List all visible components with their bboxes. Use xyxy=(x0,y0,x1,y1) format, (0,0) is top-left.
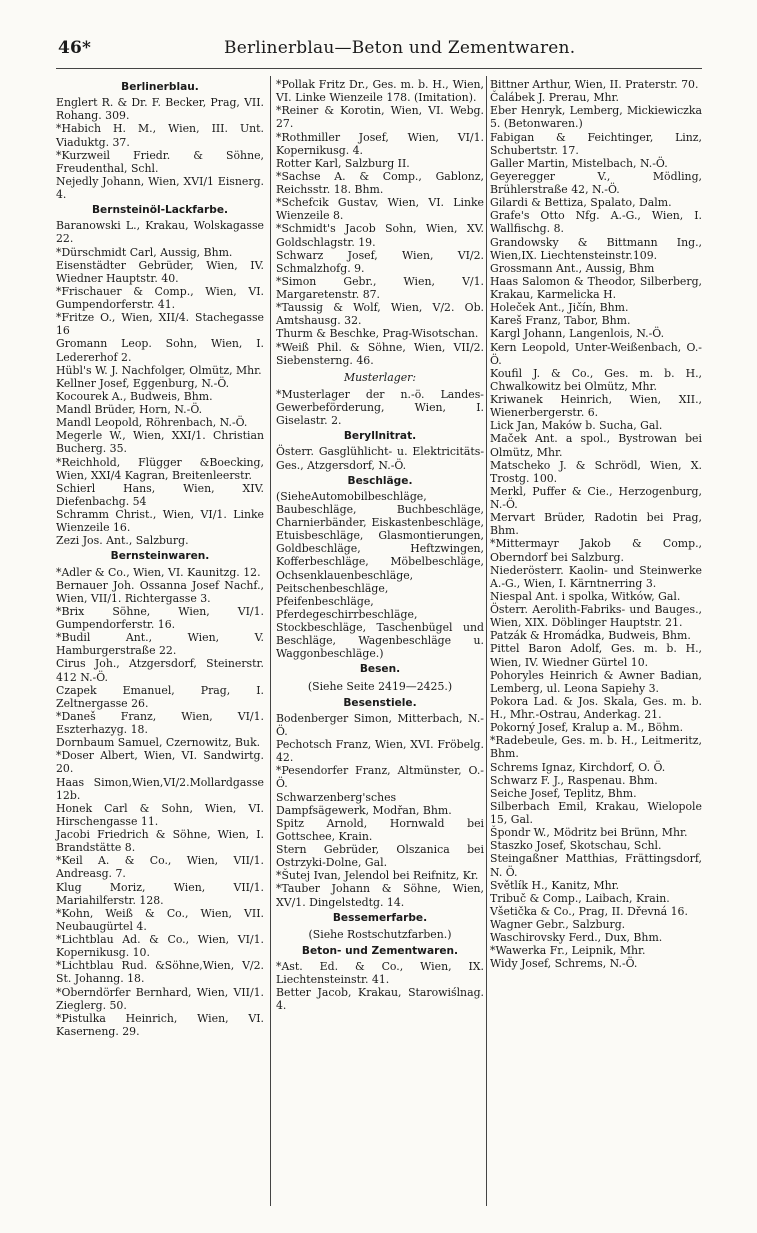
directory-entry: Dornbaum Samuel, Czernowitz, Buk. xyxy=(56,736,261,750)
directory-entry: *Wawerka Fr., Leipnik, Mhr. xyxy=(490,944,646,958)
directory-entry: Megerle W., Wien, XXI/1. Christian Bucherg. 35. xyxy=(56,429,264,456)
directory-entry: Schwarzenberg'sches Dampfsägewerk, Modřan, Bhm. xyxy=(276,790,452,817)
directory-entry: Seiche Josef, Teplitz, Bhm. xyxy=(490,786,637,800)
directory-entry: Englert R. & Dr. F. Becker, Prag, VII. Rohang. 309. xyxy=(56,96,264,123)
directory-entry: *Habich H. M., Wien, III. Unt. Viaduktg. 37. xyxy=(56,122,264,149)
directory-entry: Tribuč & Comp., Laibach, Krain. xyxy=(490,891,670,905)
directory-entry: *Adler & Co., Wien, VI. Kaunitzg. 12. xyxy=(56,565,261,579)
page-header xyxy=(58,34,698,64)
directory-entry: (SieheAutomobilbeschläge, Baubeschläge, Buchbeschläge, Charnierbänder, Eiskastenbeschläge, Etuisbeschläge, Glasmontierungen, Goldbeschläge, Heftzwingen, Kofferbeschläge, Möbelbeschläge, Ochsenklauenbeschläge, Peitschenbeschläge, Pfeifenbeschläge, Pferdegeschirrbeschläge, Stockbeschläge, Taschenbügel und Beschläge, Wagenbeschläge u. Waggonbeschläge.) xyxy=(276,489,484,661)
directory-entry: Bernauer Joh. Ossanna Josef Nachf., Wien, VII/1. Richtergasse 3. xyxy=(56,578,264,605)
directory-entry: Lick Jan, Maków b. Sucha, Gal. xyxy=(490,419,663,433)
directory-entry: Kriwanek Heinrich, Wien, XII., Wienerbergerstr. 6. xyxy=(490,393,702,420)
directory-entry: Holeček Ant., Jičín, Bhm. xyxy=(490,301,629,315)
column-2 xyxy=(276,78,484,1218)
section-heading: Beryllnitrat. xyxy=(343,430,417,443)
directory-entry: Rotter Karl, Salzburg II. xyxy=(276,156,410,170)
directory-entry: Kargl Johann, Langenlois, N.-Ö. xyxy=(490,327,665,341)
directory-entry: Staszko Josef, Skotschau, Schl. xyxy=(490,839,662,853)
directory-entry: *Lichtblau Rud. &Söhne,Wien, V/2. St. Johanng. 18. xyxy=(56,959,264,986)
directory-entry: Steingaßner Matthias, Frättingsdorf, N. Ö. xyxy=(490,852,702,879)
directory-entry: Pechotsch Franz, Wien, XVI. Fröbelg. 42. xyxy=(276,738,484,765)
directory-entry: Pittel Baron Adolf, Ges. m. b. H., Wien, IV. Wiedner Gürtel 10. xyxy=(490,642,702,669)
directory-entry: *Oberndörfer Bernhard, Wien, VII/1. Zieglerg. 50. xyxy=(56,985,264,1012)
directory-entry: Mandl Brüder, Horn, N.-Ö. xyxy=(56,403,203,416)
directory-entry: Spitz Arnold, Hornwald bei Gottschee, Krain. xyxy=(276,816,484,843)
page-number: 46* xyxy=(58,38,92,58)
directory-entry: Honek Carl & Sohn, Wien, VI. Hirschengasse 11. xyxy=(56,801,264,828)
directory-entry: Grafe's Otto Nfg. A.-G., Wien, I. Wallfischg. 8. xyxy=(490,209,702,236)
directory-entry: Österr. Gasglühlicht- u. Elektricitäts-Ges., Atzgersdorf, N.-Ö. xyxy=(276,445,484,472)
directory-entry: *Rothmiller Josef, Wien, VI/1. Kopernikusg. 4. xyxy=(276,130,484,157)
column-1 xyxy=(56,78,264,1218)
directory-entry: *Fritze O., Wien, XII/4. Stachegasse 16 xyxy=(56,311,264,338)
directory-entry: *Pollak Fritz Dr., Ges. m. b. H., Wien, VI. Linke Wienzeile 178. (Imitation). xyxy=(276,78,484,105)
directory-entry: *Schefcik Gustav, Wien, VI. Linke Wienzeile 8. xyxy=(276,196,484,223)
directory-entry: Czapek Emanuel, Prag, I. Zeltnergasse 26. xyxy=(56,683,264,710)
directory-entry: *Tauber Johann & Söhne, Wien, XV/1. Dingelstedtg. 14. xyxy=(276,882,484,909)
directory-entry: Kellner Josef, Eggenburg, N.-Ö. xyxy=(56,376,230,390)
directory-entry: Fabigan & Feichtinger, Linz, Schubertstr. 17. xyxy=(490,130,702,157)
cross-reference: (Siehe Rostschutzfarben.) xyxy=(308,927,452,941)
directory-entry: Thurm & Beschke, Prag-Wisotschan. xyxy=(276,327,479,341)
directory-entry: Pokorný Josef, Kralup a. M., Böhm. xyxy=(490,721,684,735)
directory-entry: *Keil A. & Co., Wien, VII/1. Andreasg. 7. xyxy=(56,854,264,881)
directory-entry: *Lichtblau Ad. & Co., Wien, VI/1. Kopernikusg. 10. xyxy=(56,933,264,960)
subsection-label: Musterlager: xyxy=(343,370,417,384)
column-divider-left xyxy=(270,76,271,1206)
directory-entry: Wagner Gebr., Salzburg. xyxy=(490,918,626,931)
directory-entry: Cirus Joh., Atzgersdorf, Steinerstr. 412 N.-Ö. xyxy=(56,657,264,684)
directory-entry: Hübl's W. J. Nachfolger, Olmütz, Mhr. xyxy=(56,363,262,377)
section-heading: Bernsteinwaren. xyxy=(110,550,210,563)
directory-entry: Niespal Ant. i spolka, Witków, Gal. xyxy=(490,589,681,603)
directory-entry: *Dürschmidt Carl, Aussig, Bhm. xyxy=(56,245,233,259)
directory-entry: *Kohn, Weiß & Co., Wien, VII. Neubaugürtel 4. xyxy=(56,906,264,933)
directory-entry: *Doser Albert, Wien, VI. Sandwirtg. 20. xyxy=(56,749,264,776)
directory-entry: *Reichhold, Flügger &Boecking, Wien, XXI/4 Kagran, Breitenleerstr. xyxy=(56,455,264,482)
directory-entry: *Reiner & Korotin, Wien, VI. Webg. 27. xyxy=(276,104,484,131)
directory-entry: Světlík H., Kanitz, Mhr. xyxy=(490,878,620,892)
directory-entry: Koufil J. & Co., Ges. m. b. H., Chwalkowitz bei Olmütz, Mhr. xyxy=(490,366,702,393)
directory-entry: *Taussig & Wolf, Wien, V/2. Ob. Amtshausg. 32. xyxy=(276,301,484,328)
directory-entry: *Pistulka Heinrich, Wien, VI. Kaserneng. 29. xyxy=(56,1011,264,1038)
directory-entry: Pokora Lad. & Jos. Skala, Ges. m. b. H., Mhr.-Ostrau, Anderkag. 21. xyxy=(490,694,702,721)
directory-entry: *Ast. Ed. & Co., Wien, IX. Liechtensteinstr. 41. xyxy=(276,960,484,987)
directory-entry: Kern Leopold, Unter-Weißenbach, O.-Ö. xyxy=(490,340,702,367)
directory-entry: Kareš Franz, Tabor, Bhm. xyxy=(490,314,631,328)
directory-entry: *Simon Gebr., Wien, V/1. Margaretenstr. 87. xyxy=(276,274,484,301)
directory-entry: Klug Moriz, Wien, VII/1. Mariahilferstr. 128. xyxy=(56,880,264,907)
directory-entry: Čalábek J. Prerau, Mhr. xyxy=(490,91,619,105)
section-heading: Besen. xyxy=(359,663,401,676)
directory-entry: Kocourek A., Budweis, Bhm. xyxy=(56,389,213,403)
directory-entry: Geyeregger V., Mödling, Brühlerstraße 42, N.-Ö. xyxy=(490,169,702,196)
directory-entry: Bodenberger Simon, Mitterbach, N.-Ö. xyxy=(276,711,484,738)
directory-entry: Pohoryles Heinrich & Awner Badian, Lemberg, ul. Leona Sapiehy 3. xyxy=(490,668,702,695)
section-heading: Bessemerfarbe. xyxy=(332,911,428,924)
directory-entry: *Weiß Phil. & Söhne, Wien, VII/2. Siebensterng. 46. xyxy=(276,340,484,367)
directory-entry: Grandowsky & Bittmann Ing., Wien,IX. Liechtensteinstr.109. xyxy=(490,235,702,262)
directory-entry: *Sachse A. & Comp., Gablonz, Reichsstr. 18. Bhm. xyxy=(276,169,484,196)
directory-entry: Gromann Leop. Sohn, Wien, I. Ledererhof 2. xyxy=(56,337,264,364)
directory-entry: Bittner Arthur, Wien, II. Praterstr. 70. xyxy=(490,78,699,91)
directory-entry: Stern Gebrüder, Olszanica bei Ostrzyki-Dolne, Gal. xyxy=(276,843,484,870)
directory-entry: Eisenstädter Gebrüder, Wien, IV. Wiedner Hauptstr. 40. xyxy=(56,258,264,285)
directory-entry: Jacobi Friedrich & Söhne, Wien, I. Brandstätte 8. xyxy=(56,828,264,855)
directory-entry: Schierl Hans, Wien, XIV. Diefenbachg. 54 xyxy=(56,481,264,508)
directory-entry: *Frischauer & Comp., Wien, VI. Gumpendorferstr. 41. xyxy=(56,284,264,311)
directory-entry: Niederösterr. Kaolin- und Steinwerke A.-G., Wien, I. Kärntnerring 3. xyxy=(490,563,702,590)
directory-entry: Mervart Brüder, Radotin bei Prag, Bhm. xyxy=(490,511,702,538)
section-heading: Berlinerblau. xyxy=(121,81,199,93)
directory-entry: *Daneš Franz, Wien, VI/1. Eszterhazyg. 18. xyxy=(56,709,264,736)
directory-entry: Grossmann Ant., Aussig, Bhm xyxy=(490,261,655,275)
directory-entry: Haas Salomon & Theodor, Silberberg, Krakau, Karmelicka H. xyxy=(490,274,702,301)
section-heading: Beton- und Zementwaren. xyxy=(301,944,459,957)
column-divider-right xyxy=(486,76,487,1206)
directory-entry: Mandl Leopold, Röhrenbach, N.-Ö. xyxy=(56,416,248,430)
directory-entry: Patzák & Hromádka, Budweis, Bhm. xyxy=(490,629,691,643)
directory-entry: Gilardi & Bettiza, Spalato, Dalm. xyxy=(490,196,672,210)
directory-entry: Matscheko J. & Schrödl, Wien, X. Trostg. 100. xyxy=(490,458,702,485)
page-title: Berlinerblau—Beton und Zementwaren. xyxy=(224,38,576,58)
directory-entry: Schrems Ignaz, Kirchdorf, O. Ö. xyxy=(490,760,666,774)
directory-entry: *Radebeule, Ges. m. b. H., Leitmeritz, Bhm. xyxy=(490,734,702,761)
directory-entry: *Mittermayr Jakob & Comp., Oberndorf bei Salzburg. xyxy=(490,537,702,564)
directory-entry: *Musterlager der n.-ö. Landes-Gewerbeförderung, Wien, I. Giselastr. 2. xyxy=(276,387,484,428)
directory-entry: Zezi Jos. Ant., Salzburg. xyxy=(56,534,189,548)
directory-entry: Eber Henryk, Lemberg, Mickiewiczka 5. (Betonwaren.) xyxy=(490,104,702,131)
directory-entry: *Kurzweil Friedr. & Söhne, Freudenthal, Schl. xyxy=(56,148,264,175)
header-rule xyxy=(56,68,702,69)
directory-entry: Haas Simon,Wien,VI/2.Mollardgasse 12b. xyxy=(56,775,264,802)
directory-entry: Maček Ant. a spol., Bystrowan bei Olmütz, Mhr. xyxy=(490,432,702,459)
directory-entry: Špondr W., Mödritz bei Brünn, Mhr. xyxy=(490,826,688,840)
directory-entry: *Pesendorfer Franz, Altmünster, O.-Ö. xyxy=(276,764,484,791)
directory-entry: Better Jacob, Krakau, Starowiślnag. 4. xyxy=(276,986,484,1013)
directory-entry: Schwarz F. J., Raspenau. Bhm. xyxy=(490,773,658,787)
directory-entry: Baranowski L., Krakau, Wolskagasse 22. xyxy=(56,219,264,246)
directory-entry: Waschirovsky Ferd., Dux, Bhm. xyxy=(490,931,663,945)
section-heading: Besenstiele. xyxy=(343,696,417,709)
directory-entry: Österr. Aerolith-Fabriks- und Bauges., Wien, XIX. Döblinger Hauptstr. 21. xyxy=(490,603,702,630)
directory-entry: Schwarz Josef, Wien, VI/2. Schmalzhofg. 9. xyxy=(276,248,484,275)
directory-entry: Silberbach Emil, Krakau, Wielopole 15, Gal. xyxy=(490,799,702,826)
column-3 xyxy=(490,78,702,1218)
directory-entry: Merkl, Puffer & Cie., Herzogenburg, N.-Ö. xyxy=(490,484,702,511)
directory-entry: *Šutej Ivan, Jelendol bei Reifnitz, Kr. xyxy=(276,869,479,883)
directory-entry: Schramm Christ., Wien, VI/1. Linke Wienzeile 16. xyxy=(56,508,264,535)
directory-entry: Widy Josef, Schrems, N.-Ö. xyxy=(490,957,638,971)
section-heading: Bernsteinöl-Lackfarbe. xyxy=(91,204,229,217)
directory-entry: *Schmidt's Jacob Sohn, Wien, XV. Goldschlagstr. 19. xyxy=(276,222,484,249)
directory-entry: *Budil Ant., Wien, V. Hamburgerstraße 22. xyxy=(56,631,264,658)
directory-entry: *Brix Söhne, Wien, VI/1. Gumpendorferstr. 16. xyxy=(56,604,264,631)
directory-entry: Galler Martin, Mistelbach, N.-Ö. xyxy=(490,156,668,170)
directory-entry: Nejedly Johann, Wien, XVI/1 Eisnerg. 4. xyxy=(56,174,264,201)
section-heading: Beschläge. xyxy=(347,474,413,487)
directory-entry: Všetička & Co., Prag, II. Dřevná 16. xyxy=(490,904,688,918)
cross-reference: (Siehe Seite 2419—2425.) xyxy=(307,679,453,693)
